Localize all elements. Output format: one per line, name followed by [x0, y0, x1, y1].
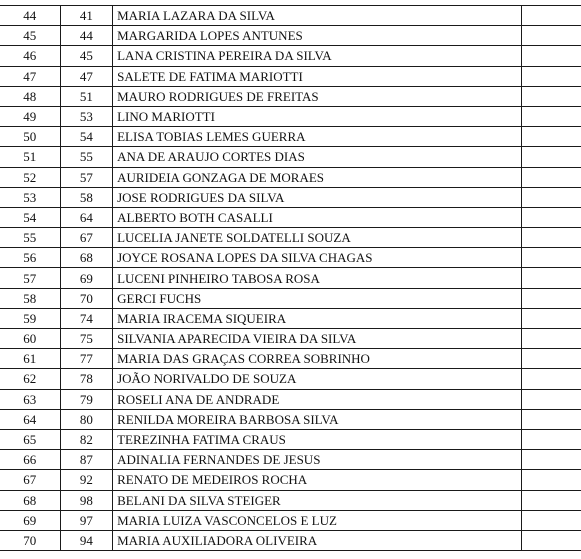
- row-name-cell: LUCELIA JANETE SOLDATELLI SOUZA: [113, 228, 521, 248]
- table-row: [0, 409, 581, 429]
- row-number-cell: 97: [60, 510, 113, 530]
- row-number-cell: 44: [60, 26, 113, 46]
- row-number-cell: 68: [60, 248, 113, 268]
- table-row: [0, 308, 581, 328]
- row-name-cell: LANA CRISTINA PEREIRA DA SILVA: [113, 46, 521, 66]
- row-name-cell: ANA DE ARAUJO CORTES DIAS: [113, 147, 521, 167]
- row-seq-cell: 53: [0, 187, 60, 207]
- table-row: [0, 86, 581, 106]
- row-blank-cell: [521, 409, 581, 429]
- row-number-cell: 98: [60, 490, 113, 510]
- row-number-cell: 54: [60, 127, 113, 147]
- table-row: [0, 530, 581, 550]
- row-name-cell: ADINALIA FERNANDES DE JESUS: [113, 450, 521, 470]
- row-name-cell: MARIA LAZARA DA SILVA: [113, 6, 521, 26]
- row-number-cell: 64: [60, 207, 113, 227]
- row-number-cell: 51: [60, 86, 113, 106]
- row-name-cell: MAURO RODRIGUES DE FREITAS: [113, 86, 521, 106]
- table-row: [0, 6, 581, 26]
- row-name-cell: RENATO DE MEDEIROS ROCHA: [113, 470, 521, 490]
- row-blank-cell: [521, 490, 581, 510]
- row-seq-cell: 58: [0, 288, 60, 308]
- row-number-cell: 87: [60, 450, 113, 470]
- row-name-cell: MARIA LUIZA VASCONCELOS E LUZ: [113, 510, 521, 530]
- table-row: [0, 510, 581, 530]
- table-row: [0, 147, 581, 167]
- row-seq-cell: 63: [0, 389, 60, 409]
- row-blank-cell: [521, 147, 581, 167]
- row-number-cell: 92: [60, 470, 113, 490]
- row-number-cell: 47: [60, 66, 113, 86]
- row-seq-cell: 60: [0, 329, 60, 349]
- row-number-cell: 77: [60, 349, 113, 369]
- table-row: [0, 248, 581, 268]
- table-row: [0, 127, 581, 147]
- row-seq-cell: 62: [0, 369, 60, 389]
- table-row: [0, 329, 581, 349]
- row-number-cell: 55: [60, 147, 113, 167]
- row-name-cell: JOYCE ROSANA LOPES DA SILVA CHAGAS: [113, 248, 521, 268]
- row-name-cell: TEREZINHA FATIMA CRAUS: [113, 429, 521, 449]
- row-number-cell: 41: [60, 6, 113, 26]
- row-number-cell: 45: [60, 46, 113, 66]
- table-row: [0, 187, 581, 207]
- table-row: [0, 429, 581, 449]
- row-seq-cell: 48: [0, 86, 60, 106]
- table-row: [0, 450, 581, 470]
- row-seq-cell: 69: [0, 510, 60, 530]
- table-row: [0, 66, 581, 86]
- row-blank-cell: [521, 187, 581, 207]
- row-name-cell: SALETE DE FATIMA MARIOTTI: [113, 66, 521, 86]
- row-blank-cell: [521, 308, 581, 328]
- names-table: [0, 5, 581, 551]
- row-seq-cell: 57: [0, 268, 60, 288]
- row-name-cell: GERCI FUCHS: [113, 288, 521, 308]
- row-name-cell: ROSELI ANA DE ANDRADE: [113, 389, 521, 409]
- row-seq-cell: 64: [0, 409, 60, 429]
- row-name-cell: MARIA AUXILIADORA OLIVEIRA: [113, 530, 521, 550]
- row-seq-cell: 47: [0, 66, 60, 86]
- table-row: [0, 369, 581, 389]
- row-name-cell: ELISA TOBIAS LEMES GUERRA: [113, 127, 521, 147]
- row-number-cell: 94: [60, 530, 113, 550]
- row-blank-cell: [521, 228, 581, 248]
- row-name-cell: MARGARIDA LOPES ANTUNES: [113, 26, 521, 46]
- row-blank-cell: [521, 106, 581, 126]
- row-number-cell: 80: [60, 409, 113, 429]
- row-seq-cell: 59: [0, 308, 60, 328]
- row-number-cell: 58: [60, 187, 113, 207]
- row-seq-cell: 65: [0, 429, 60, 449]
- row-blank-cell: [521, 450, 581, 470]
- table-row: [0, 207, 581, 227]
- row-blank-cell: [521, 530, 581, 550]
- table-row: [0, 389, 581, 409]
- row-name-cell: JOSE RODRIGUES DA SILVA: [113, 187, 521, 207]
- row-blank-cell: [521, 389, 581, 409]
- row-name-cell: LUCENI PINHEIRO TABOSA ROSA: [113, 268, 521, 288]
- row-number-cell: 78: [60, 369, 113, 389]
- row-seq-cell: 55: [0, 228, 60, 248]
- table-row: [0, 268, 581, 288]
- row-name-cell: MARIA DAS GRAÇAS CORREA SOBRINHO: [113, 349, 521, 369]
- row-blank-cell: [521, 86, 581, 106]
- row-blank-cell: [521, 26, 581, 46]
- names-table-body: [0, 6, 581, 551]
- row-blank-cell: [521, 470, 581, 490]
- row-blank-cell: [521, 207, 581, 227]
- row-number-cell: 57: [60, 167, 113, 187]
- row-seq-cell: 54: [0, 207, 60, 227]
- row-seq-cell: 50: [0, 127, 60, 147]
- row-seq-cell: 52: [0, 167, 60, 187]
- row-number-cell: 70: [60, 288, 113, 308]
- table-row: [0, 349, 581, 369]
- row-number-cell: 74: [60, 308, 113, 328]
- row-blank-cell: [521, 288, 581, 308]
- row-name-cell: ALBERTO BOTH CASALLI: [113, 207, 521, 227]
- row-seq-cell: 49: [0, 106, 60, 126]
- row-blank-cell: [521, 369, 581, 389]
- row-name-cell: AURIDEIA GONZAGA DE MORAES: [113, 167, 521, 187]
- row-seq-cell: 68: [0, 490, 60, 510]
- row-seq-cell: 45: [0, 26, 60, 46]
- row-blank-cell: [521, 248, 581, 268]
- row-number-cell: 67: [60, 228, 113, 248]
- row-seq-cell: 67: [0, 470, 60, 490]
- table-row: [0, 490, 581, 510]
- row-blank-cell: [521, 329, 581, 349]
- row-blank-cell: [521, 66, 581, 86]
- row-name-cell: BELANI DA SILVA STEIGER: [113, 490, 521, 510]
- row-number-cell: 82: [60, 429, 113, 449]
- row-seq-cell: 51: [0, 147, 60, 167]
- row-name-cell: JOÃO NORIVALDO DE SOUZA: [113, 369, 521, 389]
- row-number-cell: 53: [60, 106, 113, 126]
- table-row: [0, 167, 581, 187]
- row-blank-cell: [521, 349, 581, 369]
- row-name-cell: SILVANIA APARECIDA VIEIRA DA SILVA: [113, 329, 521, 349]
- row-blank-cell: [521, 268, 581, 288]
- row-number-cell: 69: [60, 268, 113, 288]
- row-seq-cell: 56: [0, 248, 60, 268]
- table-row: [0, 26, 581, 46]
- row-blank-cell: [521, 429, 581, 449]
- table-row: [0, 46, 581, 66]
- row-blank-cell: [521, 6, 581, 26]
- row-blank-cell: [521, 127, 581, 147]
- row-name-cell: LINO MARIOTTI: [113, 106, 521, 126]
- row-blank-cell: [521, 46, 581, 66]
- row-blank-cell: [521, 167, 581, 187]
- row-name-cell: RENILDA MOREIRA BARBOSA SILVA: [113, 409, 521, 429]
- table-row: [0, 288, 581, 308]
- row-seq-cell: 70: [0, 530, 60, 550]
- table-row: [0, 106, 581, 126]
- table-row: [0, 470, 581, 490]
- row-number-cell: 79: [60, 389, 113, 409]
- row-number-cell: 75: [60, 329, 113, 349]
- row-seq-cell: 66: [0, 450, 60, 470]
- row-seq-cell: 46: [0, 46, 60, 66]
- table-row: [0, 228, 581, 248]
- row-seq-cell: 44: [0, 6, 60, 26]
- row-blank-cell: [521, 510, 581, 530]
- row-name-cell: MARIA IRACEMA SIQUEIRA: [113, 308, 521, 328]
- row-seq-cell: 61: [0, 349, 60, 369]
